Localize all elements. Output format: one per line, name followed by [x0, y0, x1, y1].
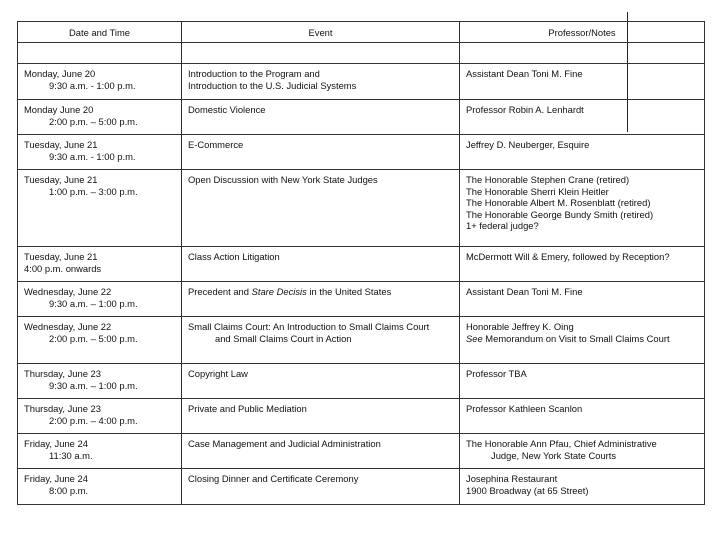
event-cell: Class Action Litigation	[182, 247, 460, 282]
date-cell: Tuesday, June 21 4:00 p.m. onwards	[18, 247, 182, 282]
event-cell: Small Claims Court: An Introduction to Small Claims Court and Small Claims Court in Action	[182, 317, 460, 364]
professor-cell: Assistant Dean Toni M. Fine	[460, 64, 705, 100]
date-cell: Thursday, June 23 9:30 a.m. – 1:00 p.m.	[18, 364, 182, 399]
table-row	[18, 434, 705, 469]
table-row	[18, 282, 705, 317]
event-cell: Private and Public Mediation	[182, 399, 460, 434]
event-cell: Introduction to the Program and Introduction to the U.S. Judicial Systems	[182, 64, 460, 100]
header-professor: Professor/Notes	[460, 22, 705, 43]
table-row	[18, 170, 705, 247]
event-cell: Precedent and Stare Decisis in the United States	[182, 282, 460, 317]
table-row	[18, 399, 705, 434]
professor-cell: Professor Robin A. Lenhardt	[460, 100, 705, 135]
professor-cell: Professor TBA	[460, 364, 705, 399]
professor-cell: McDermott Will & Emery, followed by Reception?	[460, 247, 705, 282]
table-row	[18, 317, 705, 364]
professor-cell: Honorable Jeffrey K. Oing See Memorandum on Visit to Small Claims Court	[460, 317, 705, 364]
date-cell: Thursday, June 23 2:00 p.m. – 4:00 p.m.	[18, 399, 182, 434]
date-cell: Tuesday, June 21 9:30 a.m. - 1:00 p.m.	[18, 135, 182, 170]
date-cell: Tuesday, June 21 1:00 p.m. – 3:00 p.m.	[18, 170, 182, 247]
professor-cell: The Honorable Ann Pfau, Chief Administrative Judge, New York State Courts	[460, 434, 705, 469]
date-cell: Wednesday, June 22 2:00 p.m. – 5:00 p.m.	[18, 317, 182, 364]
date-cell: Friday, June 24 11:30 a.m.	[18, 434, 182, 469]
event-cell: E-Commerce	[182, 135, 460, 170]
spacer-row	[18, 43, 705, 64]
table-row	[18, 469, 705, 505]
event-cell: Case Management and Judicial Administration	[182, 434, 460, 469]
professor-cell: Professor Kathleen Scanlon	[460, 399, 705, 434]
professor-cell: Assistant Dean Toni M. Fine	[460, 282, 705, 317]
header-event: Event	[182, 22, 460, 43]
table-row	[18, 364, 705, 399]
event-cell: Open Discussion with New York State Judges	[182, 170, 460, 247]
date-cell: Monday June 20 2:00 p.m. – 5:00 p.m.	[18, 100, 182, 135]
header-date: Date and Time	[18, 22, 182, 43]
date-cell: Wednesday, June 22 9:30 a.m. – 1:00 p.m.	[18, 282, 182, 317]
event-cell: Domestic Violence	[182, 100, 460, 135]
table-row	[18, 135, 705, 170]
table-row	[18, 247, 705, 282]
schedule-table	[17, 21, 705, 505]
professor-cell: Jeffrey D. Neuberger, Esquire	[460, 135, 705, 170]
event-cell: Closing Dinner and Certificate Ceremony	[182, 469, 460, 505]
event-cell: Copyright Law	[182, 364, 460, 399]
table-row	[18, 64, 705, 100]
professor-cell: Josephina Restaurant 1900 Broadway (at 65 Street)	[460, 469, 705, 505]
professor-cell: The Honorable Stephen Crane (retired) The Honorable Sherri Klein Heitler The Honorable Albert M. Rosenblatt (retired) The Honorable George Bundy Smith (retired) 1+ federal judge?	[460, 170, 705, 247]
header-row	[18, 22, 705, 43]
date-cell: Friday, June 24 8:00 p.m.	[18, 469, 182, 505]
table-row	[18, 100, 705, 135]
date-cell: Monday, June 20 9:30 a.m. - 1:00 p.m.	[18, 64, 182, 100]
